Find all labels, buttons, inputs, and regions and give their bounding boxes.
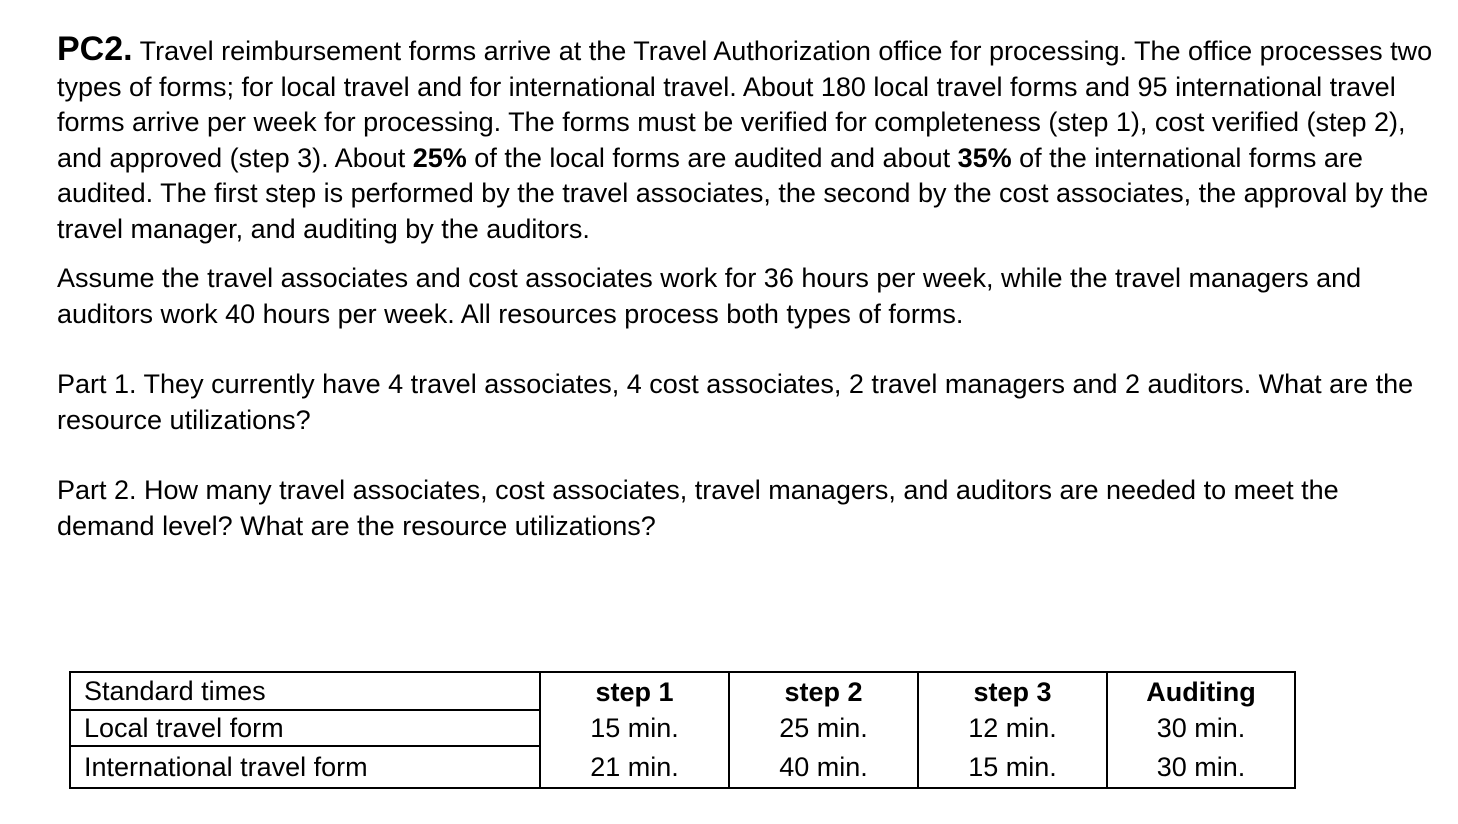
problem-text [57, 32, 1437, 544]
table-cell: 15 min. [540, 710, 729, 746]
table-row [70, 746, 1295, 788]
table-cell: 30 min. [1107, 746, 1295, 788]
table-header-cell: Standard times [70, 672, 540, 710]
table-header-row [70, 672, 1295, 710]
table-cell: International travel form [70, 746, 540, 788]
table-cell: 12 min. [918, 710, 1107, 746]
problem-label: PC2. [57, 30, 133, 68]
table-cell: 15 min. [918, 746, 1107, 788]
assumption-paragraph: Assume the travel associates and cost associates work for 36 hours per week, while the travel managers and auditors work 40 hours per week. All resources process both types of forms. [57, 263, 1362, 329]
part1-paragraph: Part 1. They currently have 4 travel associates, 4 cost associates, 2 travel managers and 2 auditors. What are the resource utilizations? [57, 369, 1414, 435]
table-header-cell: Auditing [1107, 672, 1295, 710]
table-cell: 21 min. [540, 746, 729, 788]
part2-paragraph: Part 2. How many travel associates, cost associates, travel managers, and auditors are needed to meet the demand level? What are the resource utilizations? [57, 475, 1339, 541]
intro-text-3: of the international forms are audited. The first step is performed by the travel associates, the second by the cost associates, the approval by the travel manager, and auditing by the auditors. [57, 142, 1429, 244]
table-header-cell: step 2 [729, 672, 918, 710]
table-cell: 25 min. [729, 710, 918, 746]
table-header-cell: step 1 [540, 672, 729, 710]
intl-audit-percent: 35% [957, 142, 1012, 173]
table-cell: 40 min. [729, 746, 918, 788]
intro-text-2: of the local forms are audited and about [466, 142, 958, 173]
standard-times-table [69, 671, 1296, 789]
table-header-cell: step 3 [918, 672, 1107, 710]
intro-paragraph [57, 32, 1437, 247]
intro-text-1: Travel reimbursement forms arrive at the Travel Authorization office for processing. The office processes two types of forms; for local travel and for international travel. About 180 local travel forms and 95 international travel forms arrive per week for processing. The forms must be verified for completeness (step 1), cost verified (step 2), and approved (step 3). About [57, 36, 1433, 173]
local-audit-percent: 25% [412, 142, 467, 173]
table-cell: 30 min. [1107, 710, 1295, 746]
table-row [70, 710, 1295, 746]
table-cell: Local travel form [70, 710, 540, 746]
